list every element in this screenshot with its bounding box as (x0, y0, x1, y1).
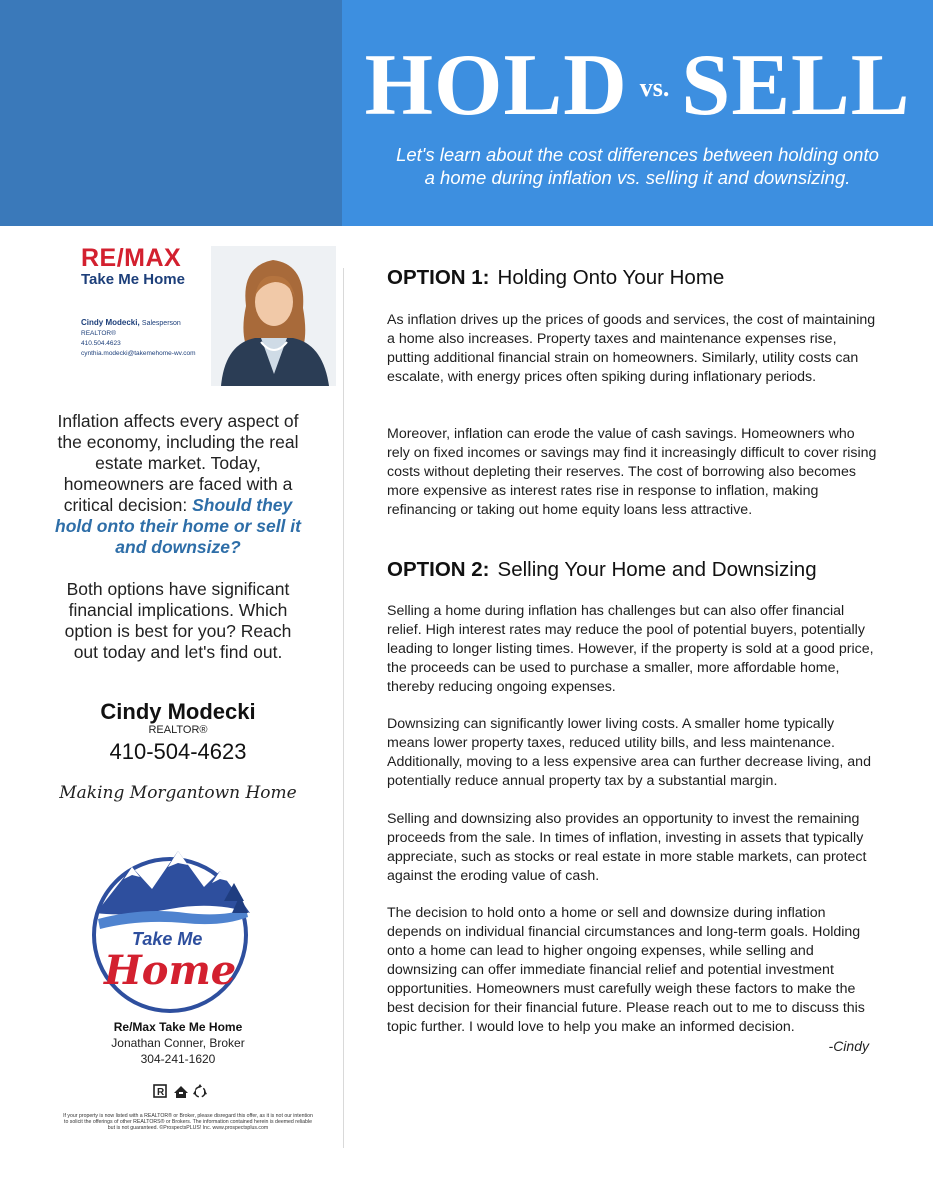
contact-phone[interactable]: 410-504-4623 (109, 739, 247, 764)
tagline: Making Morgantown Home (59, 783, 297, 803)
sidebar-intro (52, 411, 304, 663)
title-hold: HOLD (364, 37, 628, 134)
disclaimer: If your property is now listed with a REALTOR® or Broker, please disregard this offer, as it is not our intention to solicit the offerings of other REALTORS® or Brokers. The information contained herein is deemed reliable but is not guaranteed. ©ProspectsPLUS! Inc. www.prospectsplus.com (63, 1113, 313, 1132)
compliance-badges (152, 1083, 212, 1101)
page-subtitle (342, 143, 933, 189)
subtitle-line-2: a home during inflation vs. selling it and downsizing. (424, 167, 851, 188)
option1-paragraph-1: As inflation drives up the prices of goods and services, the cost of maintaining a home also increases. Property taxes and maintenance expenses rise, putting additional financial strain on homeowners. Similarly, utility costs can escalate, with energy prices often spiking during inflationary periods. (387, 312, 876, 385)
agent-card (67, 238, 337, 390)
option1-paragraph-2: Moreover, inflation can erode the value of cash savings. Homeowners who rely on fixed incomes or savings may find it increasingly difficult to cover rising costs without depleting their reserves. The cost of borrowing also becomes more expensive as interest rates rise in response to inflation, making refinancing or taking out home equity loans less attractive. (387, 426, 877, 518)
card-agent-title: REALTOR® (81, 330, 116, 337)
card-agent-role: Salesperson (141, 320, 181, 327)
column-divider (343, 268, 344, 1148)
realtor-equal-housing-recycle-icons (152, 1083, 212, 1101)
option2-paragraph-3: Selling and downsizing also provides an opportunity to invest the remaining proceeds from the sale. In times of inflation, investing in assets that typically appreciate, such as stocks or real estate in more stable markets, can protect against the eroding value of cash. (387, 811, 867, 884)
intro-text-2: Both options have significant financial implications. Which option is best for you? Reach out today and let's find out. (64, 579, 292, 662)
option2-heading (387, 558, 817, 582)
intro-highlight: Should they hold onto their home or sell it and downsize? (55, 495, 301, 557)
broker-phone[interactable]: 304-241-1620 (140, 1052, 216, 1066)
remax-logo: RE/MAX (81, 244, 182, 272)
contact-name: Cindy Modecki (100, 699, 256, 724)
card-agent-name-text: Cindy Modecki (81, 318, 138, 327)
card-agent-name: Cindy Modecki, Salesperson (81, 318, 181, 327)
title-sell: SELL (681, 37, 911, 134)
option1-heading (387, 266, 724, 290)
logo-text-top: Take Me (132, 929, 203, 949)
option2-paragraph-2: Downsizing can significantly lower living costs. A smaller home typically means lower property taxes, reduced utility bills, and less maintenance. Additionally, moving to a less expensive area can further decrease living, and potentially reduce annual property tax by a substantial margin. (387, 716, 871, 789)
page-title (342, 37, 933, 134)
take-me-home-logo (74, 843, 266, 1015)
intro-text: Inflation affects every aspect of the economy, including the real estate market. Today, homeowners are faced with a critical decision: (57, 411, 299, 515)
option2-label: OPTION 2: (387, 558, 490, 581)
contact-title: REALTOR® (148, 724, 208, 736)
broker-company: Re/Max Take Me Home (113, 1020, 243, 1034)
option1-title: Holding Onto Your Home (497, 266, 725, 289)
option2-title: Selling Your Home and Downsizing (497, 558, 817, 581)
logo-text-bottom: Home (104, 947, 237, 994)
option1-label: OPTION 1: (387, 266, 490, 289)
card-agent-email: cynthia.modecki@takemehome-wv.com (81, 350, 196, 357)
svg-text:R: R (157, 1087, 165, 1098)
header-left-band (0, 0, 342, 226)
agent-photo (211, 246, 336, 386)
card-agent-phone: 410.504.4623 (81, 340, 121, 347)
option2-paragraph-4: The decision to hold onto a home or sell and downsize during inflation depends on individual financial circumstances and long-term goals. Holding onto a home can lead to higher ongoing expenses, while selling and downsizing can offer immediate financial relief and potential investment opportunities. Homeowners must carefully weigh these factors to make the best decision for their financial future. Please reach out to me to discuss this topic further. I would love to help you make an informed decision. (387, 905, 865, 1035)
agent-photo-illustration (211, 246, 336, 386)
subtitle-line-1: Let's learn about the cost differences between holding onto (396, 144, 879, 165)
broker-name: Jonathan Conner, Broker (111, 1036, 245, 1050)
remax-subbrand: Take Me Home (81, 271, 185, 288)
option2-paragraph-1: Selling a home during inflation has challenges but can also offer financial relief. High interest rates may reduce the pool of potential buyers, potentially leading to longer listing times. However, if the property is sold at a good price, the proceeds can be used to purchase a smaller, more affordable home, thereby reducing ongoing expenses. (387, 603, 874, 695)
signature: -Cindy (828, 1038, 869, 1054)
title-vs: vs. (639, 73, 670, 102)
